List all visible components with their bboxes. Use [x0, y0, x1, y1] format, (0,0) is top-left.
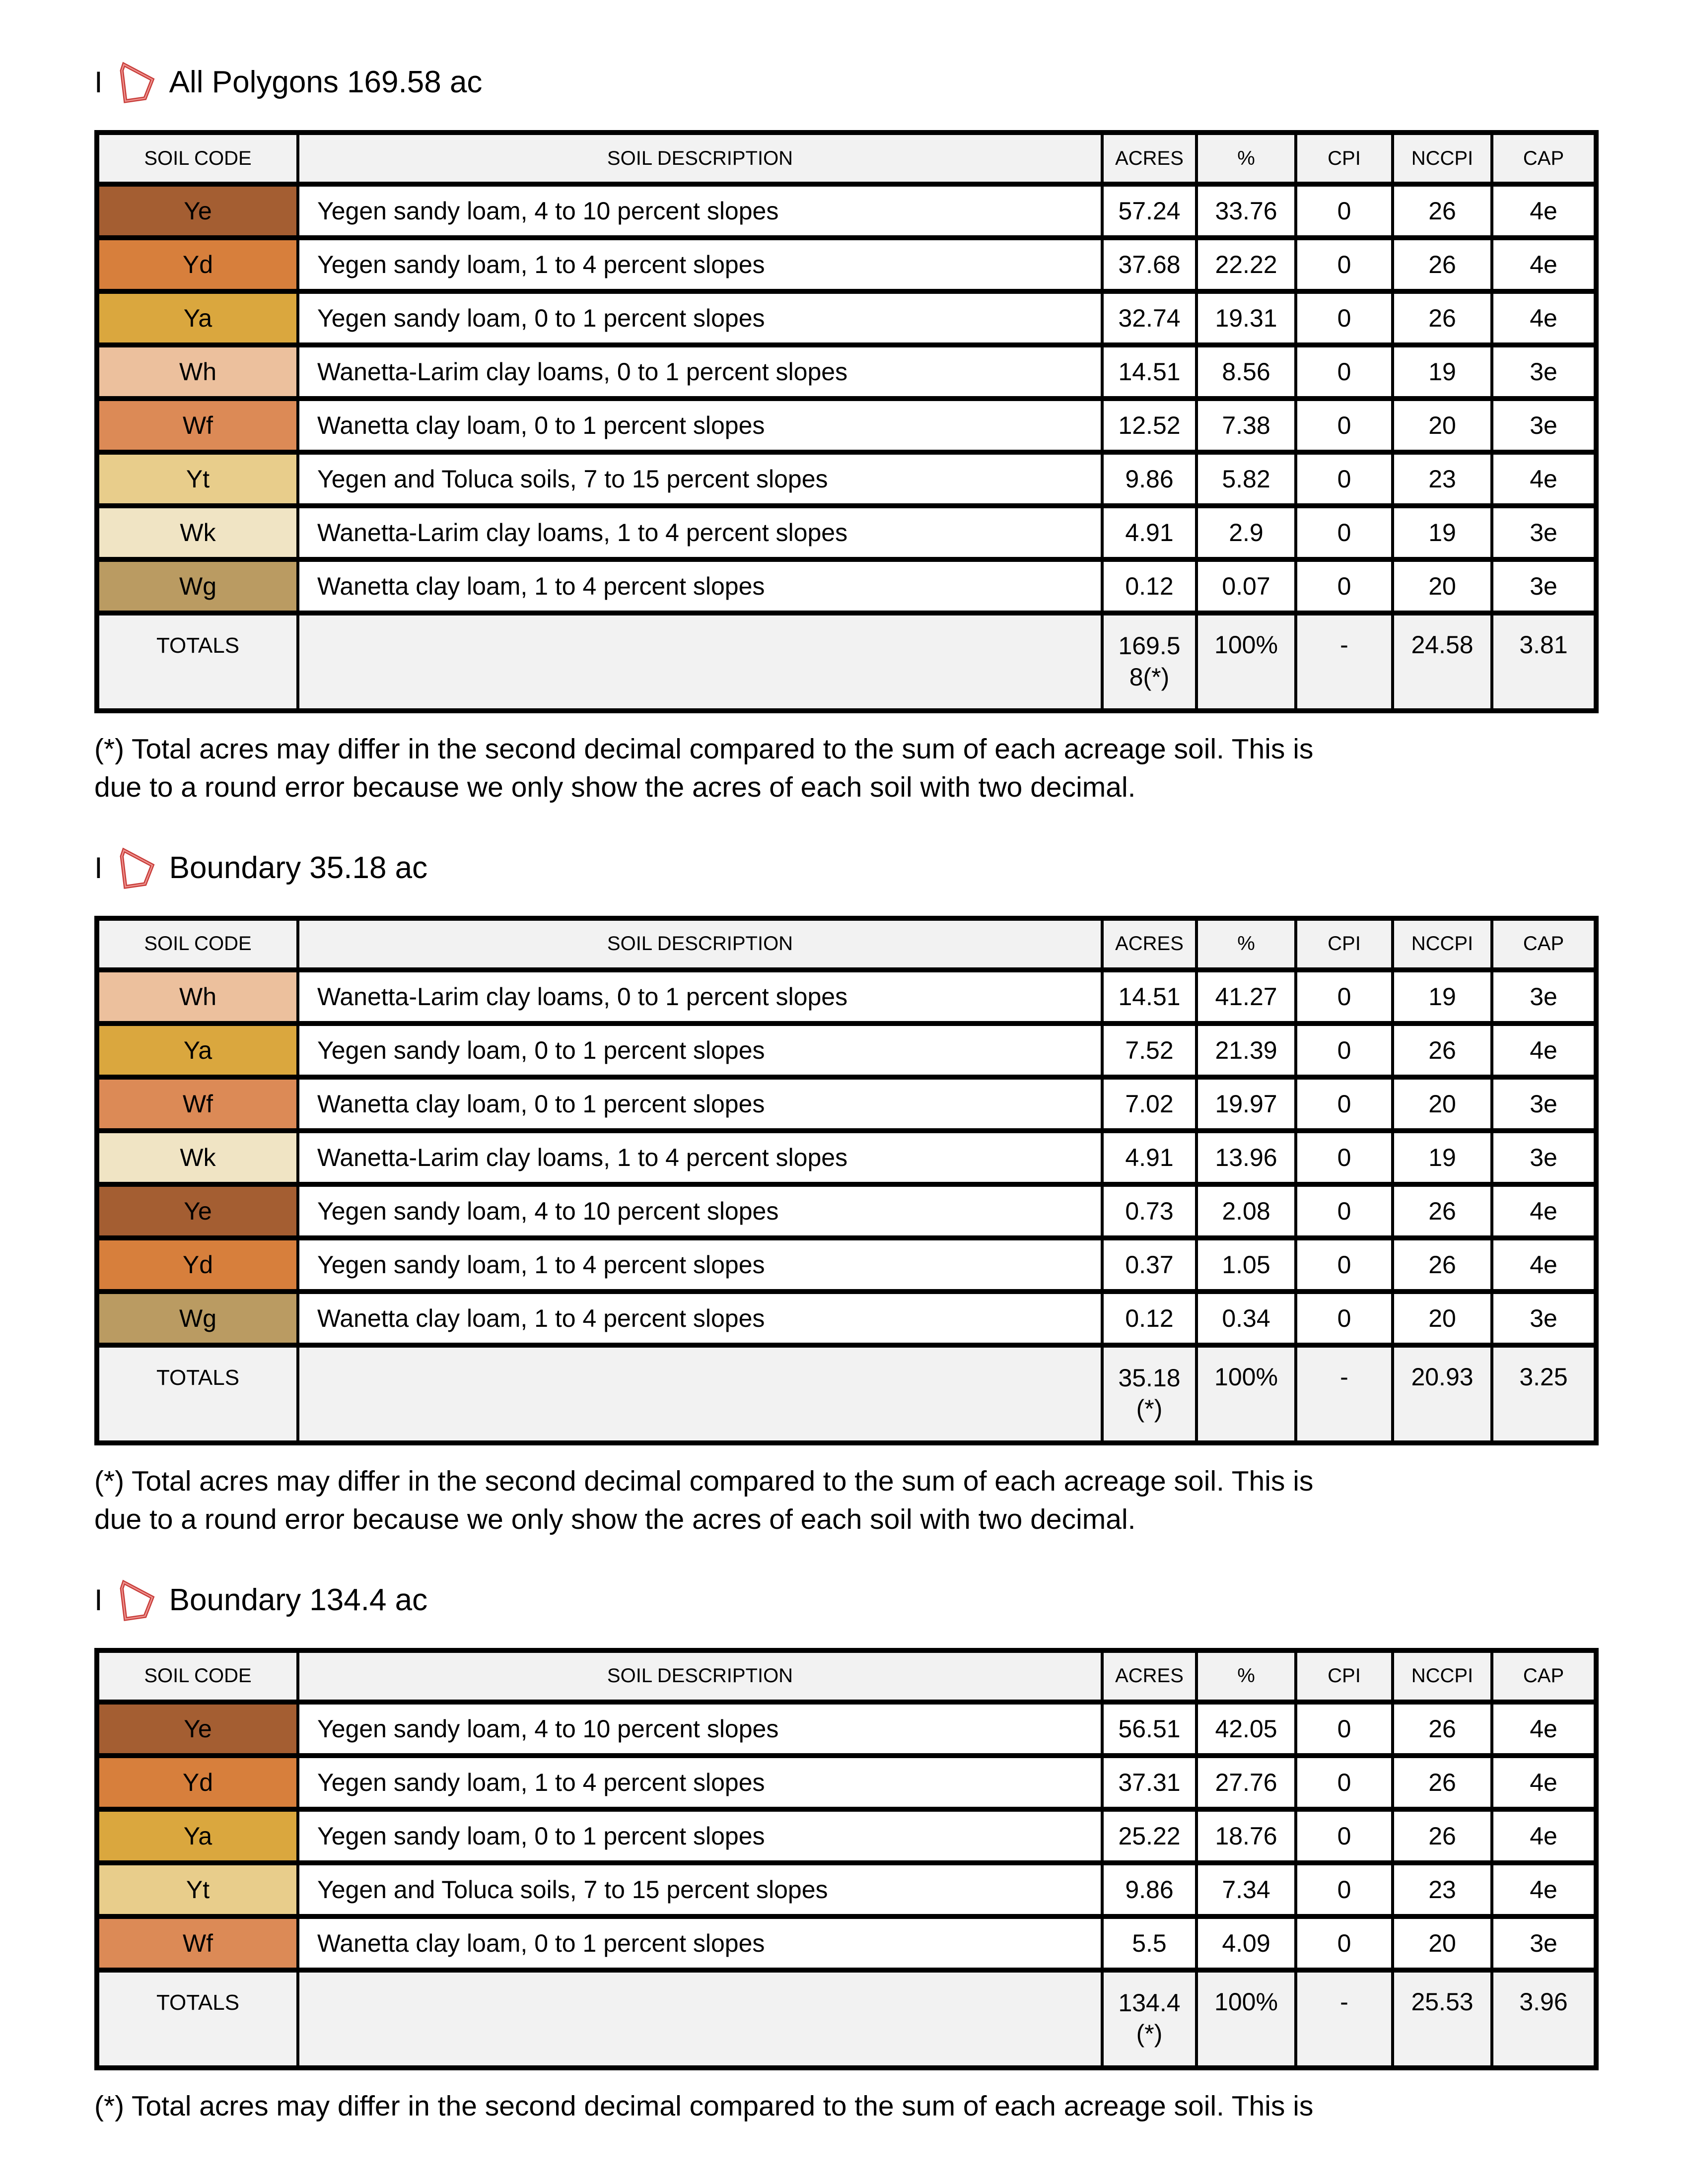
acres-cell: 25.22: [1102, 1809, 1196, 1863]
soil-code-cell: Wh: [97, 970, 298, 1024]
totals-row: [97, 1970, 1596, 2068]
soil-description-cell: Wanetta-Larim clay loams, 0 to 1 percent slopes: [298, 970, 1102, 1024]
column-header-cap: CAP: [1492, 133, 1596, 184]
cpi-cell: 0: [1296, 1916, 1393, 1970]
cpi-cell: 0: [1296, 238, 1393, 291]
column-header-nccpi: NCCPI: [1393, 133, 1492, 184]
nccpi-cell: 26: [1393, 291, 1492, 345]
acres-cell: 37.68: [1102, 238, 1196, 291]
cpi-cell: 0: [1296, 1184, 1393, 1238]
totals-percent-cell: 100%: [1196, 1970, 1296, 2068]
totals-cap-cell: 3.25: [1492, 1345, 1596, 1443]
cpi-cell: 0: [1296, 1077, 1393, 1131]
totals-acres-cell: 134.4(*): [1102, 1970, 1196, 2068]
soil-code-cell: Yd: [97, 238, 298, 291]
column-header-soil-description: SOIL DESCRIPTION: [298, 918, 1102, 970]
cap-cell: 4e: [1492, 452, 1596, 506]
soil-description-cell: Wanetta-Larim clay loams, 1 to 4 percent slopes: [298, 1131, 1102, 1184]
table-row: [97, 399, 1596, 452]
column-header-cap: CAP: [1492, 1650, 1596, 1702]
cpi-cell: 0: [1296, 1238, 1393, 1292]
soil-code-cell: Ye: [97, 1702, 298, 1756]
table-row: [97, 1131, 1596, 1184]
cap-cell: 4e: [1492, 1809, 1596, 1863]
table-row: [97, 238, 1596, 291]
footnote-line-1: (*) Total acres may differ in the second decimal compared to the sum of each acreage soil. This is: [94, 733, 1314, 765]
nccpi-cell: 26: [1393, 1809, 1492, 1863]
column-header-cpi: CPI: [1296, 918, 1393, 970]
soil-code-cell: Yt: [97, 452, 298, 506]
soil-description-cell: Yegen sandy loam, 4 to 10 percent slopes: [298, 1184, 1102, 1238]
title-prefix: I: [94, 851, 103, 885]
acres-cell: 56.51: [1102, 1702, 1196, 1756]
nccpi-cell: 26: [1393, 1756, 1492, 1809]
nccpi-cell: 20: [1393, 1292, 1492, 1345]
column-header-cap: CAP: [1492, 918, 1596, 970]
soil-description-cell: Yegen sandy loam, 1 to 4 percent slopes: [298, 238, 1102, 291]
cpi-cell: 0: [1296, 1131, 1393, 1184]
percent-cell: 22.22: [1196, 238, 1296, 291]
soil-code-cell: Yd: [97, 1238, 298, 1292]
nccpi-cell: 20: [1393, 559, 1492, 613]
soil-code-cell: Ya: [97, 1809, 298, 1863]
soil-code-cell: Wg: [97, 559, 298, 613]
percent-cell: 13.96: [1196, 1131, 1296, 1184]
totals-description-cell: [298, 1345, 1102, 1443]
cpi-cell: 0: [1296, 1702, 1393, 1756]
percent-cell: 7.34: [1196, 1863, 1296, 1916]
nccpi-cell: 20: [1393, 399, 1492, 452]
column-header-acres: ACRES: [1102, 1650, 1196, 1702]
cpi-cell: 0: [1296, 1756, 1393, 1809]
soil-description-cell: Yegen sandy loam, 4 to 10 percent slopes: [298, 1702, 1102, 1756]
cap-cell: 4e: [1492, 1238, 1596, 1292]
percent-cell: 21.39: [1196, 1024, 1296, 1077]
table-row: [97, 452, 1596, 506]
field-boundary-polygon-icon: [116, 1578, 156, 1622]
cpi-cell: 0: [1296, 1024, 1393, 1077]
cpi-cell: 0: [1296, 970, 1393, 1024]
nccpi-cell: 23: [1393, 452, 1492, 506]
totals-cap-cell: 3.96: [1492, 1970, 1596, 2068]
acres-cell: 14.51: [1102, 345, 1196, 399]
totals-row: [97, 613, 1596, 711]
cpi-cell: 0: [1296, 1809, 1393, 1863]
totals-percent-cell: 100%: [1196, 1345, 1296, 1443]
cap-cell: 4e: [1492, 1756, 1596, 1809]
acres-cell: 0.37: [1102, 1238, 1196, 1292]
table-row: [97, 345, 1596, 399]
cap-cell: 3e: [1492, 1292, 1596, 1345]
cap-cell: 4e: [1492, 238, 1596, 291]
totals-description-cell: [298, 1970, 1102, 2068]
cpi-cell: 0: [1296, 506, 1393, 559]
soil-description-cell: Wanetta-Larim clay loams, 0 to 1 percent slopes: [298, 345, 1102, 399]
nccpi-cell: 19: [1393, 970, 1492, 1024]
soil-code-cell: Wk: [97, 1131, 298, 1184]
percent-cell: 7.38: [1196, 399, 1296, 452]
column-header-nccpi: NCCPI: [1393, 1650, 1492, 1702]
report-section: [94, 59, 1594, 807]
footnote-line-2: due to a round error because we only show the acres of each soil with two decimal.: [94, 1503, 1136, 1535]
percent-cell: 0.34: [1196, 1292, 1296, 1345]
column-header-soil-code: SOIL CODE: [97, 1650, 298, 1702]
soil-code-cell: Wg: [97, 1292, 298, 1345]
cap-cell: 4e: [1492, 1863, 1596, 1916]
column-header-soil-code: SOIL CODE: [97, 133, 298, 184]
table-header-row: [97, 133, 1596, 184]
acres-cell: 4.91: [1102, 506, 1196, 559]
rounding-footnote: [94, 2087, 1614, 2125]
totals-acres-cell: 35.18(*): [1102, 1345, 1196, 1443]
cap-cell: 4e: [1492, 1702, 1596, 1756]
percent-cell: 41.27: [1196, 970, 1296, 1024]
soil-table: [94, 130, 1599, 713]
rounding-footnote: [94, 1462, 1614, 1539]
soil-description-cell: Yegen sandy loam, 1 to 4 percent slopes: [298, 1238, 1102, 1292]
title-prefix: I: [94, 66, 103, 99]
percent-cell: 19.31: [1196, 291, 1296, 345]
nccpi-cell: 23: [1393, 1863, 1492, 1916]
totals-nccpi-cell: 20.93: [1393, 1345, 1492, 1443]
table-row: [97, 1702, 1596, 1756]
cap-cell: 3e: [1492, 559, 1596, 613]
nccpi-cell: 19: [1393, 1131, 1492, 1184]
section-header: [94, 1576, 1594, 1624]
cap-cell: 3e: [1492, 399, 1596, 452]
cap-cell: 3e: [1492, 1077, 1596, 1131]
cpi-cell: 0: [1296, 291, 1393, 345]
cpi-cell: 0: [1296, 1863, 1393, 1916]
cap-cell: 4e: [1492, 184, 1596, 238]
cap-cell: 3e: [1492, 345, 1596, 399]
column-header-soil-description: SOIL DESCRIPTION: [298, 1650, 1102, 1702]
cap-cell: 3e: [1492, 970, 1596, 1024]
table-row: [97, 970, 1596, 1024]
cpi-cell: 0: [1296, 184, 1393, 238]
rounding-footnote: [94, 730, 1614, 807]
cap-cell: 3e: [1492, 1131, 1596, 1184]
table-row: [97, 184, 1596, 238]
section-header: [94, 59, 1594, 106]
column-header-soil-description: SOIL DESCRIPTION: [298, 133, 1102, 184]
percent-cell: 27.76: [1196, 1756, 1296, 1809]
cpi-cell: 0: [1296, 1292, 1393, 1345]
percent-cell: 4.09: [1196, 1916, 1296, 1970]
table-row: [97, 506, 1596, 559]
column-header-percent: %: [1196, 1650, 1296, 1702]
totals-cpi-cell: -: [1296, 1970, 1393, 2068]
soil-description-cell: Yegen sandy loam, 4 to 10 percent slopes: [298, 184, 1102, 238]
nccpi-cell: 26: [1393, 1024, 1492, 1077]
totals-nccpi-cell: 25.53: [1393, 1970, 1492, 2068]
nccpi-cell: 20: [1393, 1077, 1492, 1131]
field-boundary-polygon-icon: [116, 846, 156, 890]
section-title: Boundary 134.4 ac: [169, 1582, 428, 1617]
column-header-percent: %: [1196, 918, 1296, 970]
soil-code-cell: Wf: [97, 1916, 298, 1970]
percent-cell: 1.05: [1196, 1238, 1296, 1292]
soil-description-cell: Yegen sandy loam, 0 to 1 percent slopes: [298, 1809, 1102, 1863]
soil-description-cell: Wanetta-Larim clay loams, 1 to 4 percent slopes: [298, 506, 1102, 559]
table-header-row: [97, 918, 1596, 970]
report-section: [94, 844, 1594, 1539]
cpi-cell: 0: [1296, 345, 1393, 399]
totals-label-cell: TOTALS: [97, 1345, 298, 1443]
totals-cpi-cell: -: [1296, 613, 1393, 711]
column-header-cpi: CPI: [1296, 1650, 1393, 1702]
table-header-row: [97, 1650, 1596, 1702]
cap-cell: 4e: [1492, 291, 1596, 345]
acres-cell: 32.74: [1102, 291, 1196, 345]
nccpi-cell: 26: [1393, 1184, 1492, 1238]
totals-nccpi-cell: 24.58: [1393, 613, 1492, 711]
soil-description-cell: Wanetta clay loam, 0 to 1 percent slopes: [298, 1077, 1102, 1131]
cap-cell: 3e: [1492, 1916, 1596, 1970]
soil-description-cell: Wanetta clay loam, 0 to 1 percent slopes: [298, 399, 1102, 452]
column-header-nccpi: NCCPI: [1393, 918, 1492, 970]
percent-cell: 0.07: [1196, 559, 1296, 613]
soil-code-cell: Ye: [97, 1184, 298, 1238]
totals-percent-cell: 100%: [1196, 613, 1296, 711]
totals-label-cell: TOTALS: [97, 613, 298, 711]
soil-code-cell: Ya: [97, 291, 298, 345]
percent-cell: 5.82: [1196, 452, 1296, 506]
acres-cell: 0.12: [1102, 1292, 1196, 1345]
acres-cell: 9.86: [1102, 452, 1196, 506]
acres-cell: 14.51: [1102, 970, 1196, 1024]
section-title: Boundary 35.18 ac: [169, 850, 428, 885]
column-header-soil-code: SOIL CODE: [97, 918, 298, 970]
soil-description-cell: Yegen sandy loam, 0 to 1 percent slopes: [298, 291, 1102, 345]
nccpi-cell: 26: [1393, 184, 1492, 238]
soil-table: [94, 916, 1599, 1445]
footnote-line-2: due to a round error because we only show the acres of each soil with two decimal.: [94, 771, 1136, 803]
footnote-line-1: (*) Total acres may differ in the second decimal compared to the sum of each acreage soil. This is: [94, 1465, 1314, 1497]
totals-cpi-cell: -: [1296, 1345, 1393, 1443]
nccpi-cell: 26: [1393, 238, 1492, 291]
acres-cell: 0.12: [1102, 559, 1196, 613]
soil-code-cell: Wk: [97, 506, 298, 559]
acres-cell: 7.52: [1102, 1024, 1196, 1077]
section-header: [94, 844, 1594, 892]
percent-cell: 42.05: [1196, 1702, 1296, 1756]
nccpi-cell: 26: [1393, 1238, 1492, 1292]
percent-cell: 2.9: [1196, 506, 1296, 559]
acres-cell: 4.91: [1102, 1131, 1196, 1184]
acres-cell: 57.24: [1102, 184, 1196, 238]
nccpi-cell: 19: [1393, 506, 1492, 559]
totals-description-cell: [298, 613, 1102, 711]
table-row: [97, 1292, 1596, 1345]
cpi-cell: 0: [1296, 399, 1393, 452]
nccpi-cell: 19: [1393, 345, 1492, 399]
title-prefix: I: [94, 1583, 103, 1617]
acres-cell: 5.5: [1102, 1916, 1196, 1970]
soil-description-cell: Wanetta clay loam, 0 to 1 percent slopes: [298, 1916, 1102, 1970]
report-section: [94, 1576, 1594, 2125]
acres-cell: 7.02: [1102, 1077, 1196, 1131]
table-row: [97, 1077, 1596, 1131]
soil-code-cell: Yt: [97, 1863, 298, 1916]
soil-code-cell: Wf: [97, 399, 298, 452]
field-boundary-polygon-icon: [116, 61, 156, 104]
soil-description-cell: Yegen and Toluca soils, 7 to 15 percent slopes: [298, 1863, 1102, 1916]
percent-cell: 18.76: [1196, 1809, 1296, 1863]
table-row: [97, 1809, 1596, 1863]
table-row: [97, 1184, 1596, 1238]
acres-cell: 12.52: [1102, 399, 1196, 452]
cpi-cell: 0: [1296, 559, 1393, 613]
table-row: [97, 291, 1596, 345]
percent-cell: 8.56: [1196, 345, 1296, 399]
section-title: All Polygons 169.58 ac: [169, 65, 483, 99]
nccpi-cell: 20: [1393, 1916, 1492, 1970]
soil-code-cell: Wh: [97, 345, 298, 399]
soil-table: [94, 1648, 1599, 2070]
soil-description-cell: Wanetta clay loam, 1 to 4 percent slopes: [298, 1292, 1102, 1345]
percent-cell: 2.08: [1196, 1184, 1296, 1238]
cap-cell: 3e: [1492, 506, 1596, 559]
soil-code-cell: Ye: [97, 184, 298, 238]
table-row: [97, 1756, 1596, 1809]
percent-cell: 33.76: [1196, 184, 1296, 238]
soil-description-cell: Wanetta clay loam, 1 to 4 percent slopes: [298, 559, 1102, 613]
acres-cell: 37.31: [1102, 1756, 1196, 1809]
totals-cap-cell: 3.81: [1492, 613, 1596, 711]
footnote-line-1: (*) Total acres may differ in the second decimal compared to the sum of each acreage soil. This is: [94, 2090, 1314, 2122]
soil-description-cell: Yegen sandy loam, 1 to 4 percent slopes: [298, 1756, 1102, 1809]
column-header-percent: %: [1196, 133, 1296, 184]
nccpi-cell: 26: [1393, 1702, 1492, 1756]
soil-code-cell: Yd: [97, 1756, 298, 1809]
soil-description-cell: Yegen and Toluca soils, 7 to 15 percent slopes: [298, 452, 1102, 506]
table-row: [97, 1024, 1596, 1077]
acres-cell: 9.86: [1102, 1863, 1196, 1916]
totals-acres-cell: 169.58(*): [1102, 613, 1196, 711]
soil-description-cell: Yegen sandy loam, 0 to 1 percent slopes: [298, 1024, 1102, 1077]
column-header-acres: ACRES: [1102, 918, 1196, 970]
column-header-acres: ACRES: [1102, 133, 1196, 184]
table-row: [97, 1863, 1596, 1916]
soil-code-cell: Ya: [97, 1024, 298, 1077]
totals-label-cell: TOTALS: [97, 1970, 298, 2068]
table-row: [97, 1916, 1596, 1970]
table-row: [97, 559, 1596, 613]
acres-cell: 0.73: [1102, 1184, 1196, 1238]
cpi-cell: 0: [1296, 452, 1393, 506]
percent-cell: 19.97: [1196, 1077, 1296, 1131]
cap-cell: 4e: [1492, 1184, 1596, 1238]
soil-code-cell: Wf: [97, 1077, 298, 1131]
column-header-cpi: CPI: [1296, 133, 1393, 184]
cap-cell: 4e: [1492, 1024, 1596, 1077]
table-row: [97, 1238, 1596, 1292]
totals-row: [97, 1345, 1596, 1443]
